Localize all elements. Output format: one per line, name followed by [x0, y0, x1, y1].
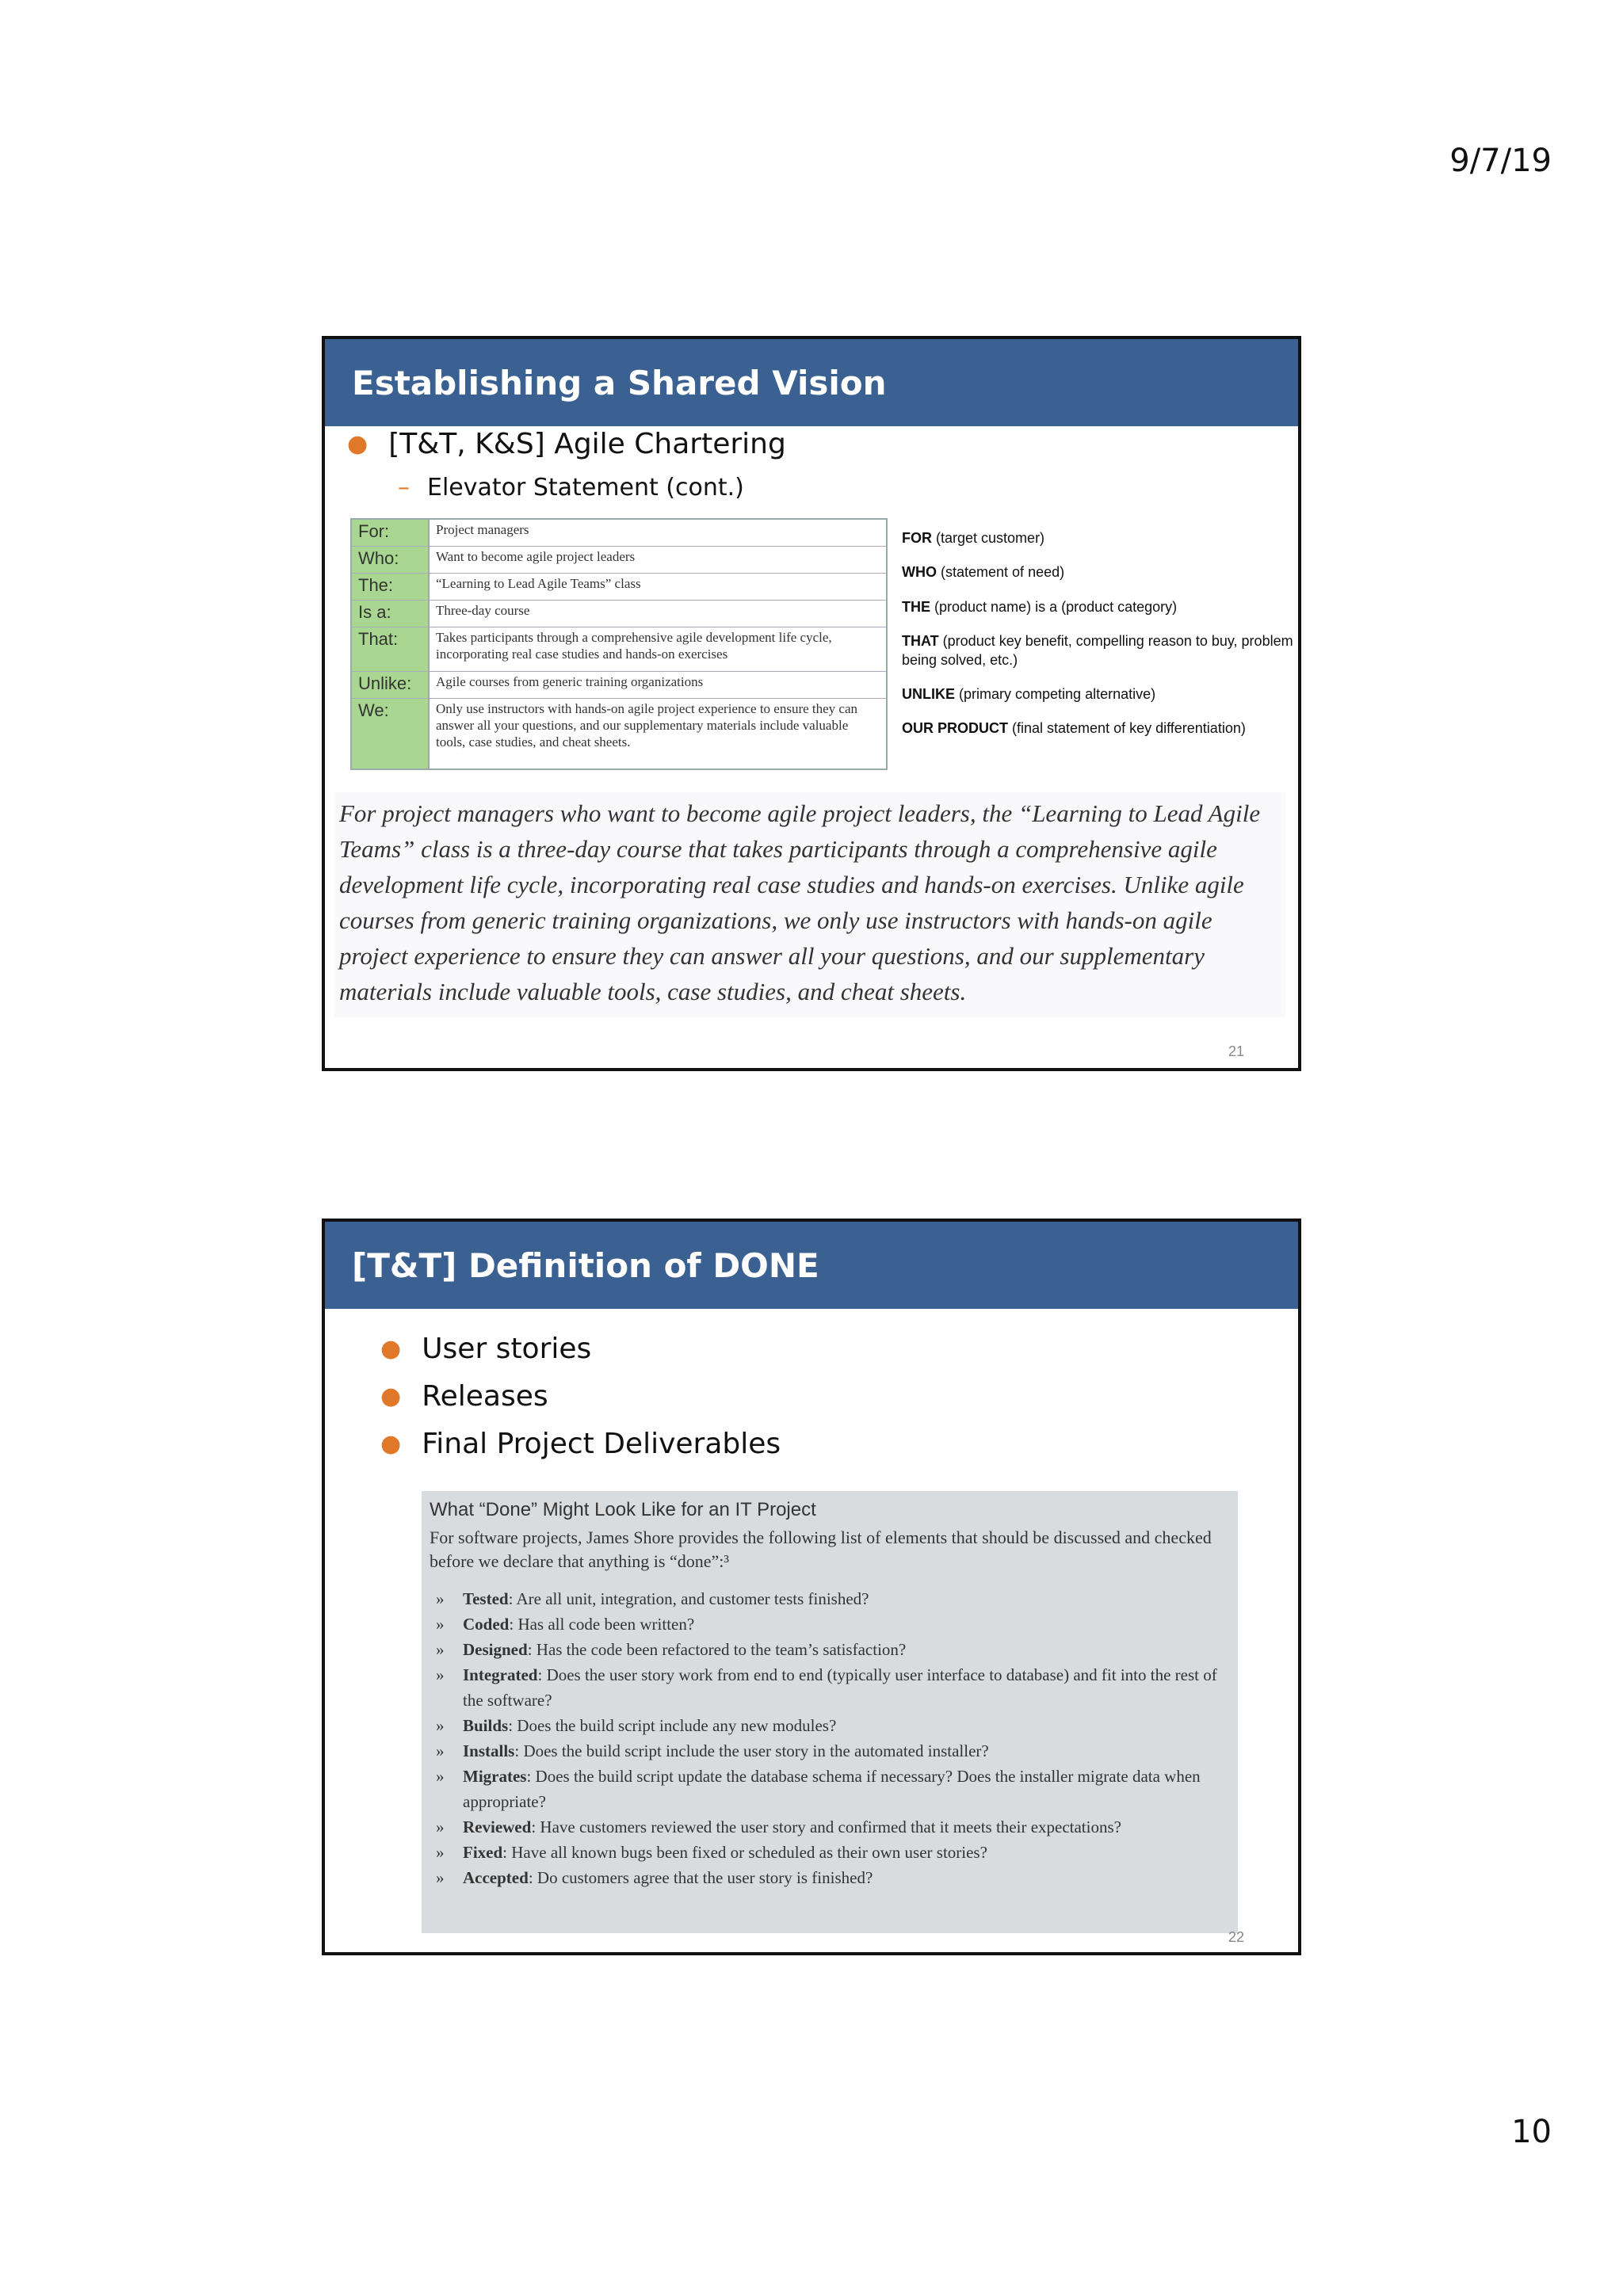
- table-key-cell: The:: [351, 573, 429, 600]
- done-checklist-box: [422, 1491, 1238, 1933]
- template-line: [902, 529, 1298, 547]
- list-item: [430, 1611, 1230, 1637]
- item-term: Reviewed: [463, 1817, 532, 1836]
- template-text: (target customer): [936, 530, 1045, 546]
- template-label: OUR PRODUCT: [902, 720, 1008, 737]
- template-label: FOR: [902, 530, 932, 546]
- template-line: [902, 563, 1298, 582]
- sub-bullet-text: Elevator Statement (cont.): [427, 474, 744, 502]
- table-row: [351, 573, 887, 600]
- bullet-agile-chartering: [347, 428, 786, 460]
- chevron-right-icon: »: [436, 1665, 445, 1684]
- table-value-cell: Want to become agile project leaders: [429, 546, 887, 573]
- item-term: Integrated: [463, 1665, 538, 1684]
- list-item: [430, 1662, 1230, 1713]
- template-line: [902, 685, 1298, 704]
- item-term: Accepted: [463, 1868, 529, 1887]
- item-text: : Have customers reviewed the user story and confirmed that it meets their expectations?: [531, 1817, 1121, 1836]
- list-item: [430, 1840, 1230, 1865]
- table-row: [351, 600, 887, 627]
- list-item: [430, 1865, 1230, 1890]
- template-text: (product name) is a (product category): [934, 598, 1178, 615]
- dash-icon: –: [398, 474, 410, 502]
- chevron-right-icon: »: [436, 1716, 445, 1735]
- item-text: : Have all known bugs been fixed or scheduled as their own user stories?: [502, 1843, 987, 1862]
- template-label: WHO: [902, 564, 937, 581]
- table-key-cell: We:: [351, 698, 429, 769]
- template-line: [902, 632, 1298, 669]
- slide-number: 21: [1228, 1043, 1244, 1059]
- item-term: Builds: [463, 1716, 509, 1735]
- slide-definition-of-done: [322, 1219, 1301, 1955]
- table-row: [351, 519, 887, 546]
- slide-shared-vision: [322, 336, 1301, 1071]
- item-text: : Does the build script update the database schema if necessary? Does the installer migrate data when appropriate?: [463, 1767, 1201, 1811]
- list-item: [430, 1764, 1230, 1814]
- chevron-right-icon: »: [436, 1741, 445, 1760]
- chevron-right-icon: »: [436, 1767, 445, 1786]
- bullet-text: Final Project Deliverables: [422, 1428, 781, 1460]
- template-line: [902, 719, 1298, 738]
- bullet-dot-icon: ●: [347, 430, 369, 458]
- list-item: [430, 1814, 1230, 1840]
- chevron-right-icon: »: [436, 1640, 445, 1659]
- item-term: Migrates: [463, 1767, 527, 1786]
- template-text: (final statement of key differentiation): [1012, 720, 1246, 737]
- table-value-cell: Agile courses from generic training organizations: [429, 671, 887, 698]
- table-value-cell: Project managers: [429, 519, 887, 546]
- table-value-cell: Three-day course: [429, 600, 887, 627]
- elevator-statement-paragraph: For project managers who want to become agile project leaders, the “Learning to Lead Agile Teams” class is a three-day course that takes participants through a comprehensive agile development life cycle, incorporating real case studies and hands-on exercises. Unlike agile courses from generic training organizations, we only use instructors with hands-on agile project experience to ensure they can answer all your questions, and our supplementary materials include valuable tools, case studies, and cheat sheets.: [334, 792, 1285, 1017]
- item-term: Tested: [463, 1589, 509, 1608]
- template-label: THAT: [902, 633, 939, 650]
- item-text: : Has the code been refactored to the team’s satisfaction?: [527, 1640, 907, 1659]
- item-term: Fixed: [463, 1843, 503, 1862]
- bullet-dot-icon: ●: [380, 1430, 402, 1458]
- template-line: [902, 598, 1298, 616]
- table-key-cell: Who:: [351, 546, 429, 573]
- table-key-cell: Unlike:: [351, 671, 429, 698]
- list-item: [430, 1738, 1230, 1764]
- bullet-text: [T&T, K&S] Agile Chartering: [388, 428, 786, 460]
- item-text: : Does the user story work from end to end (typically user interface to database) and fit into the rest of the software?: [463, 1665, 1217, 1710]
- table-row: [351, 698, 887, 769]
- chevron-right-icon: »: [436, 1868, 445, 1887]
- elevator-statement-table: [350, 518, 888, 770]
- template-text: (product key benefit, compelling reason to buy, problem being solved, etc.): [902, 633, 1293, 668]
- list-item: [430, 1637, 1230, 1662]
- done-checklist: [430, 1586, 1230, 1890]
- item-text: : Are all unit, integration, and customer tests finished?: [508, 1589, 869, 1608]
- item-term: Installs: [463, 1741, 515, 1760]
- sub-bullet-elevator: [398, 474, 744, 502]
- item-term: Designed: [463, 1640, 528, 1659]
- list-item: [430, 1586, 1230, 1611]
- template-text: (primary competing alternative): [959, 685, 1156, 702]
- item-term: Coded: [463, 1615, 510, 1634]
- table-key-cell: For:: [351, 519, 429, 546]
- bullet-releases: [380, 1380, 548, 1413]
- chevron-right-icon: »: [436, 1589, 445, 1608]
- elevator-template: [902, 529, 1298, 754]
- table-key-cell: Is a:: [351, 600, 429, 627]
- bullet-dot-icon: ●: [380, 1335, 402, 1363]
- template-text: (statement of need): [941, 564, 1065, 581]
- chevron-right-icon: »: [436, 1615, 445, 1634]
- table-key-cell: That:: [351, 627, 429, 671]
- table-value-cell: Only use instructors with hands-on agile project experience to ensure they can answer all your questions, and our supplementary materials include valuable tools, case studies, and cheat sheets.: [429, 698, 887, 769]
- done-box-title: What “Done” Might Look Like for an IT Project: [430, 1499, 816, 1520]
- bullet-final-deliverables: [380, 1428, 781, 1460]
- chevron-right-icon: »: [436, 1843, 445, 1862]
- bullet-dot-icon: ●: [380, 1383, 402, 1410]
- table-row: [351, 627, 887, 671]
- item-text: : Does the build script include any new modules?: [508, 1716, 837, 1735]
- template-label: THE: [902, 598, 930, 615]
- bullet-text: Releases: [422, 1380, 548, 1413]
- table-row: [351, 546, 887, 573]
- slide-number: 22: [1228, 1929, 1244, 1945]
- slide-title: Establishing a Shared Vision: [325, 339, 1298, 426]
- chevron-right-icon: »: [436, 1817, 445, 1836]
- item-text: : Has all code been written?: [509, 1615, 695, 1634]
- slide-title: [T&T] Definition of DONE: [325, 1222, 1298, 1309]
- done-box-intro: For software projects, James Shore provides the following list of elements that should be discussed and checked before we declare that anything is “done”:³: [430, 1527, 1212, 1571]
- bullet-text: User stories: [422, 1333, 592, 1365]
- page-number: 10: [1511, 2114, 1552, 2150]
- item-text: : Do customers agree that the user story is finished?: [528, 1868, 873, 1887]
- table-row: [351, 671, 887, 698]
- table-value-cell: Takes participants through a comprehensive agile development life cycle, incorporating real case studies and hands-on exercises: [429, 627, 887, 671]
- bullet-user-stories: [380, 1333, 591, 1365]
- template-label: UNLIKE: [902, 685, 955, 702]
- item-text: : Does the build script include the user story in the automated installer?: [514, 1741, 989, 1760]
- list-item: [430, 1713, 1230, 1738]
- page-date: 9/7/19: [1449, 143, 1552, 179]
- table-value-cell: “Learning to Lead Agile Teams” class: [429, 573, 887, 600]
